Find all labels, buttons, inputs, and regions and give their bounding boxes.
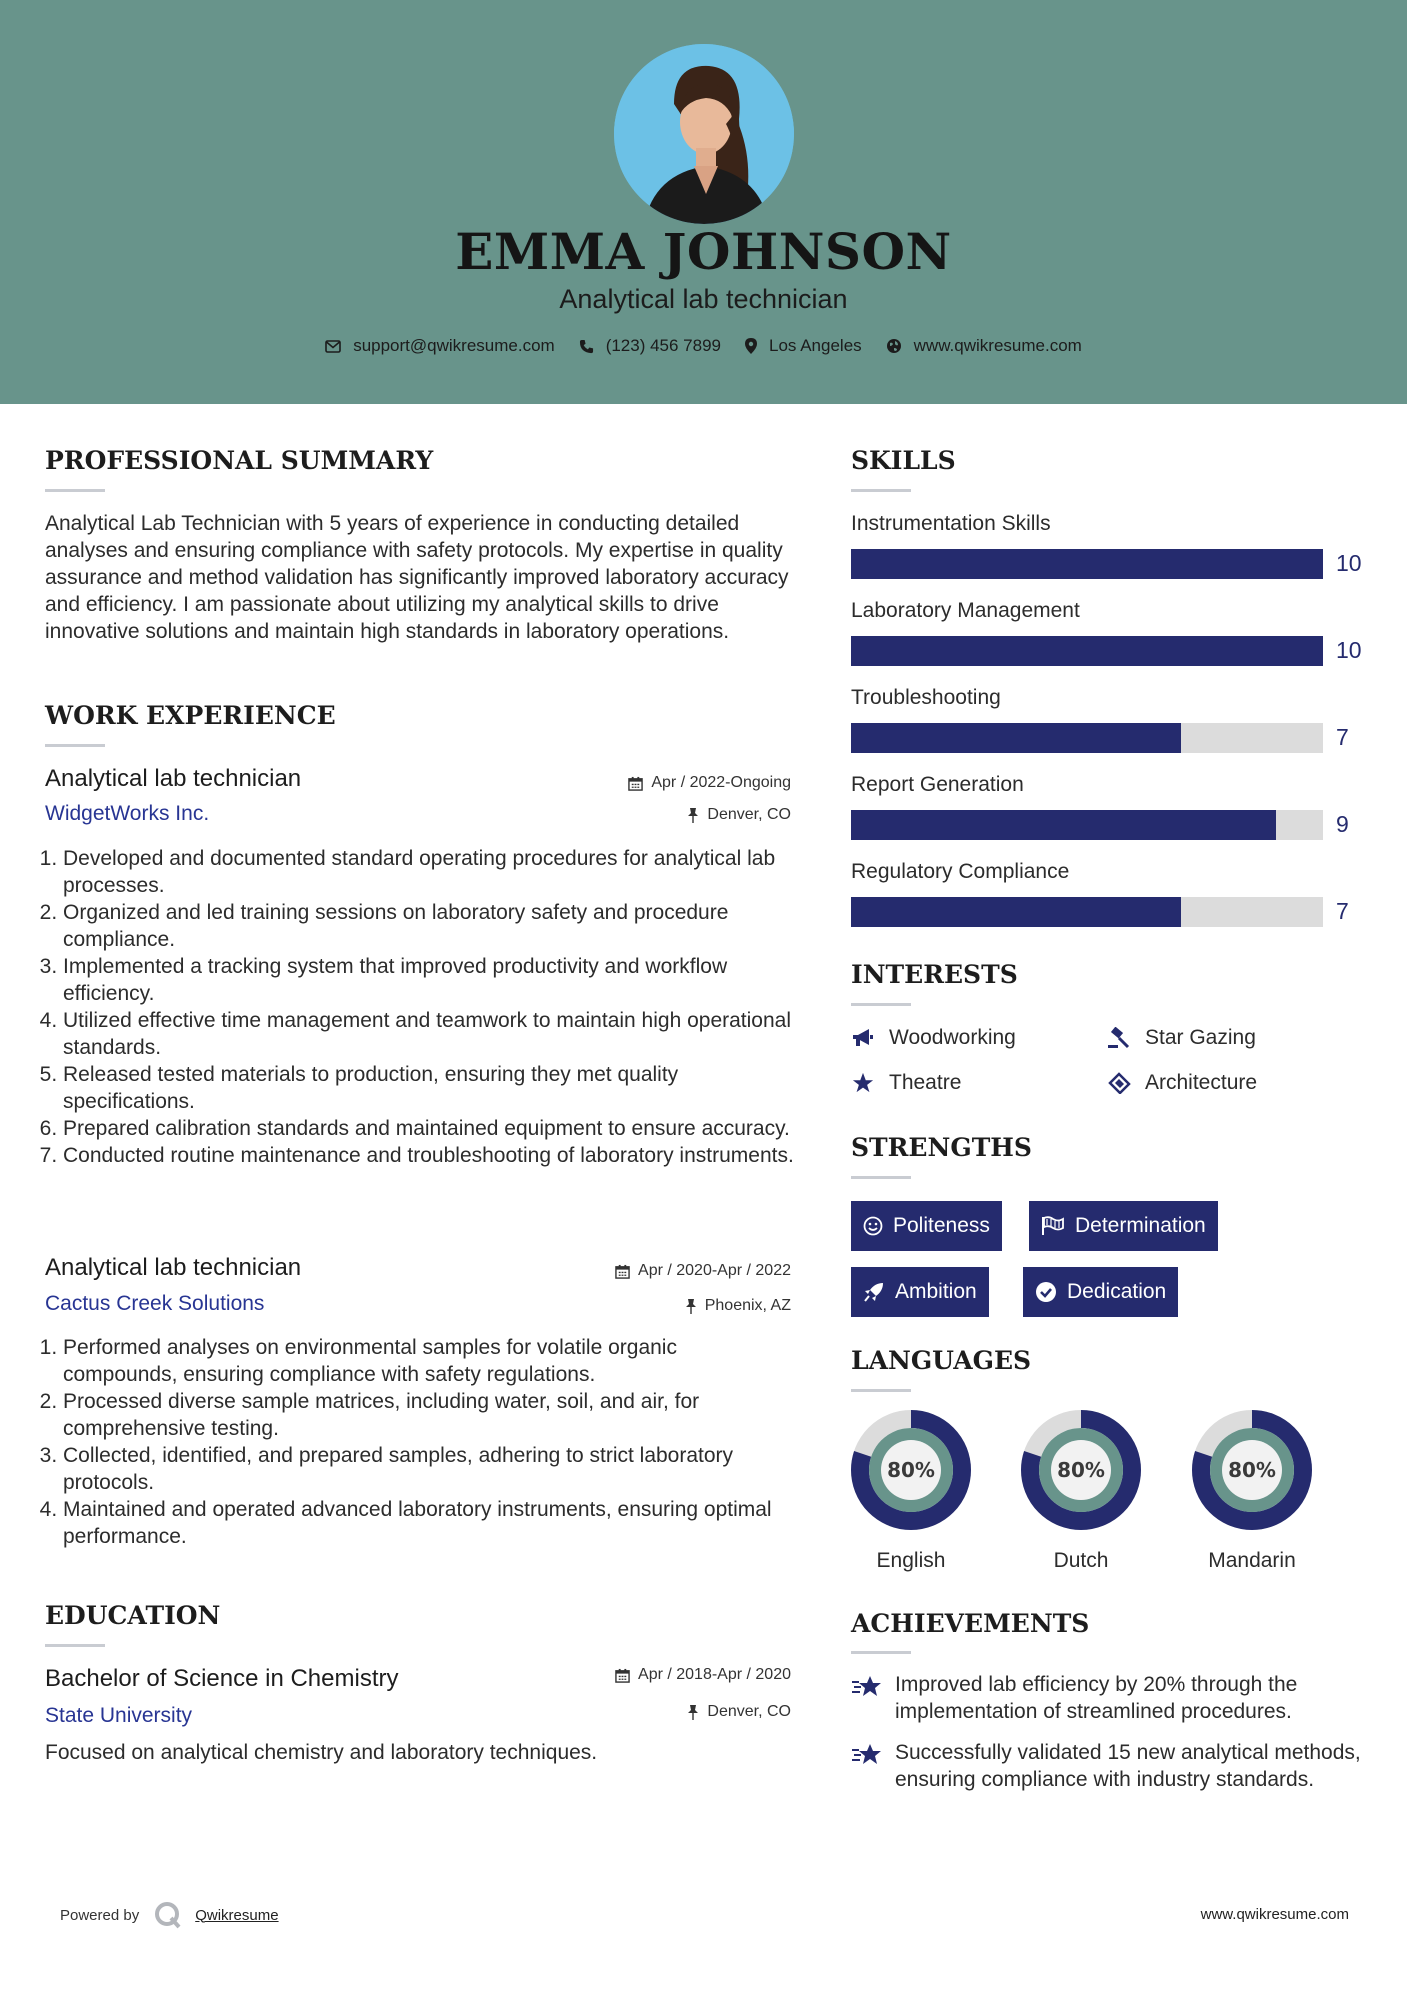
- language-percent: 80%: [1228, 1458, 1276, 1482]
- summary-underline: [45, 489, 105, 492]
- duty-item: 2. Organized and led training sessions on laboratory safety and procedure compliance.: [63, 899, 797, 953]
- skill-bar: [851, 549, 1323, 579]
- smile-icon: [863, 1216, 883, 1236]
- shooting-star-icon: [851, 1673, 883, 1699]
- duty-item: 1. Performed analyses on environmental samples for volatile organic compounds, ensuring compliance with safety regulations.: [63, 1334, 797, 1388]
- interest-label: Woodworking: [889, 1026, 1016, 1049]
- achievements-underline: [851, 1651, 911, 1654]
- education-location: [540, 1703, 791, 1721]
- job-1-dates: [540, 774, 791, 792]
- flag-icon: [1041, 1216, 1065, 1236]
- experience-heading: WORK EXPERIENCE: [45, 701, 336, 730]
- calendar-icon: [615, 1668, 630, 1683]
- language-name: Mandarin: [1208, 1549, 1296, 1572]
- candidate-name: EMMA JOHNSON: [455, 222, 952, 281]
- profile-photo-image: [614, 44, 794, 224]
- duty-item: 6. Prepared calibration standards and maintained equipment to ensure accuracy.: [63, 1115, 797, 1142]
- job-1-location-text: Denver, CO: [707, 806, 791, 823]
- strength-label: Determination: [1075, 1214, 1206, 1237]
- gavel-icon: [1107, 1027, 1131, 1049]
- job-2-dates: [540, 1262, 791, 1280]
- skill-value: 9: [1336, 811, 1349, 837]
- language-name: English: [876, 1549, 946, 1572]
- contact-bar: [0, 336, 1407, 356]
- job-1-dates-text: Apr / 2022-Ongoing: [651, 774, 791, 791]
- contact-email-text: support@qwikresume.com: [353, 336, 555, 355]
- contact-phone-text: (123) 456 7899: [605, 336, 722, 355]
- envelope-icon: [325, 340, 341, 353]
- contact-email[interactable]: [325, 336, 555, 356]
- footer-powered-by: [60, 1900, 279, 1930]
- interest-woodworking: [851, 1026, 1016, 1050]
- skill-bar-fill: [851, 723, 1181, 753]
- globe-icon: [886, 338, 902, 354]
- duty-item: 4. Maintained and operated advanced laboratory instruments, ensuring optimal performance.: [63, 1496, 797, 1550]
- duty-item: 4. Utilized effective time management and teamwork to maintain high operational standards.: [63, 1007, 797, 1061]
- skill-bar: [851, 810, 1323, 840]
- pushpin-icon: [687, 1704, 699, 1720]
- skills-heading: SKILLS: [851, 446, 956, 475]
- interest-label: Star Gazing: [1145, 1026, 1256, 1049]
- strength-dedication: [1023, 1267, 1178, 1317]
- rocket-icon: [863, 1281, 885, 1303]
- job-2-location-text: Phoenix, AZ: [704, 1297, 791, 1314]
- education-school[interactable]: State University: [45, 1704, 193, 1727]
- skills-underline: [851, 489, 911, 492]
- skill-label: Instrumentation Skills: [851, 512, 1051, 535]
- language-item: [1192, 1410, 1312, 1573]
- profile-photo: [614, 44, 794, 224]
- skill-bar: [851, 636, 1323, 666]
- education-underline: [45, 1644, 105, 1647]
- calendar-icon: [615, 1264, 630, 1279]
- interest-label: Theatre: [889, 1071, 962, 1094]
- qwikresume-link[interactable]: Qwikresume: [195, 1906, 279, 1924]
- achievements-heading: ACHIEVEMENTS: [851, 1609, 1090, 1638]
- duty-item: 5. Released tested materials to production, ensuring they met quality specifications.: [63, 1061, 797, 1115]
- education-heading: EDUCATION: [45, 1601, 221, 1630]
- duty-item: 2. Processed diverse sample matrices, including water, soil, and air, for comprehensive testing.: [63, 1388, 797, 1442]
- skill-value: 10: [1336, 550, 1362, 576]
- education-dates-text: Apr / 2018-Apr / 2020: [638, 1666, 791, 1683]
- skill-label: Report Generation: [851, 773, 1024, 796]
- skill-label: Troubleshooting: [851, 686, 1001, 709]
- job-2-dates-text: Apr / 2020-Apr / 2022: [638, 1262, 791, 1279]
- language-name: Dutch: [1053, 1549, 1109, 1572]
- language-percent: 80%: [1057, 1458, 1105, 1482]
- skill-bar: [851, 897, 1323, 927]
- candidate-title: Analytical lab technician: [559, 284, 848, 314]
- skill-label: Laboratory Management: [851, 599, 1080, 622]
- job-1-company[interactable]: WidgetWorks Inc.: [45, 802, 210, 825]
- skill-value: 7: [1336, 898, 1349, 924]
- strength-label: Dedication: [1067, 1280, 1167, 1303]
- contact-location: [745, 336, 862, 356]
- education-description: Focused on analytical chemistry and laboratory techniques.: [45, 1741, 598, 1764]
- language-percent: 80%: [887, 1458, 935, 1482]
- skill-label: Regulatory Compliance: [851, 860, 1070, 883]
- pushpin-icon: [687, 807, 699, 823]
- interests-heading: INTERESTS: [851, 960, 1018, 989]
- powered-by-text: Powered by: [60, 1906, 140, 1924]
- skill-bar-fill: [851, 636, 1323, 666]
- summary-text: Analytical Lab Technician with 5 years of experience in conducting detailed analyses and ensuring compliance with safety protocols. My expertise in quality assurance and method validation has significantly improved laboratory accuracy and efficiency. I am passionate about utilizing my analytical skills to drive innovative solutions and maintain high standards in laboratory operations.: [45, 512, 789, 643]
- interest-theatre: [851, 1071, 961, 1095]
- achievement-text: Improved lab efficiency by 20% through the implementation of streamlined procedures.: [895, 1673, 1298, 1723]
- ticket-icon: [1107, 1072, 1131, 1094]
- language-ring: [1021, 1410, 1141, 1530]
- education-location-text: Denver, CO: [707, 1703, 791, 1720]
- language-item: [851, 1410, 971, 1573]
- contact-phone[interactable]: [579, 336, 721, 356]
- education-degree: Bachelor of Science in Chemistry: [45, 1665, 399, 1692]
- resume-header: [0, 0, 1407, 404]
- job-1-location: [540, 806, 791, 824]
- strengths-underline: [851, 1176, 911, 1179]
- languages-underline: [851, 1389, 911, 1392]
- job-2-duties: [45, 1334, 797, 1550]
- interest-architecture: [1107, 1071, 1257, 1095]
- contact-website[interactable]: [886, 336, 1082, 356]
- skill-bar: [851, 723, 1323, 753]
- strength-ambition: [851, 1267, 989, 1317]
- strengths-heading: STRENGTHS: [851, 1133, 1032, 1162]
- language-item: [1021, 1410, 1141, 1573]
- footer-website[interactable]: www.qwikresume.com: [1200, 1906, 1349, 1923]
- language-ring: [851, 1410, 971, 1530]
- bullhorn-icon: [851, 1027, 875, 1049]
- job-1-title: Analytical lab technician: [45, 765, 302, 792]
- phone-icon: [579, 339, 594, 354]
- strength-label: Politeness: [893, 1214, 990, 1237]
- interests-underline: [851, 1003, 911, 1006]
- language-ring: [1192, 1410, 1312, 1530]
- check-circle-icon: [1035, 1281, 1057, 1303]
- interest-label: Architecture: [1145, 1071, 1258, 1094]
- star-icon: [851, 1072, 875, 1094]
- contact-location-text: Los Angeles: [769, 336, 862, 355]
- experience-underline: [45, 744, 105, 747]
- skill-bar-fill: [851, 897, 1181, 927]
- job-2-title: Analytical lab technician: [45, 1254, 302, 1281]
- skill-bar-fill: [851, 810, 1276, 840]
- education-dates: [540, 1666, 791, 1684]
- duty-item: 7. Conducted routine maintenance and troubleshooting of laboratory instruments.: [63, 1142, 797, 1169]
- job-1-duties: [45, 845, 797, 1169]
- achievement-text: Successfully validated 15 new analytical methods, ensuring compliance with industry standards.: [895, 1741, 1361, 1791]
- languages-heading: LANGUAGES: [851, 1346, 1032, 1375]
- qwikresume-logo-icon: [153, 1900, 183, 1930]
- calendar-icon: [628, 776, 643, 791]
- contact-website-text: www.qwikresume.com: [913, 336, 1082, 355]
- skill-bar-fill: [851, 549, 1323, 579]
- map-marker-icon: [745, 338, 757, 354]
- shooting-star-icon: [851, 1741, 883, 1767]
- achievement-item: [851, 1739, 1371, 1793]
- job-2-location: [540, 1297, 791, 1315]
- strength-politeness: [851, 1201, 1002, 1251]
- job-2-company[interactable]: Cactus Creek Solutions: [45, 1292, 265, 1315]
- achievement-item: [851, 1671, 1371, 1725]
- strength-determination: [1029, 1201, 1218, 1251]
- interest-star-gazing: [1107, 1026, 1256, 1050]
- duty-item: 3. Implemented a tracking system that improved productivity and workflow efficiency.: [63, 953, 797, 1007]
- pushpin-icon: [685, 1298, 697, 1314]
- skill-value: 10: [1336, 637, 1362, 663]
- duty-item: 1. Developed and documented standard operating procedures for analytical lab processes.: [63, 845, 797, 899]
- summary-heading: PROFESSIONAL SUMMARY: [45, 446, 434, 475]
- skill-value: 7: [1336, 724, 1349, 750]
- strength-label: Ambition: [895, 1280, 977, 1303]
- duty-item: 3. Collected, identified, and prepared samples, adhering to strict laboratory protocols.: [63, 1442, 797, 1496]
